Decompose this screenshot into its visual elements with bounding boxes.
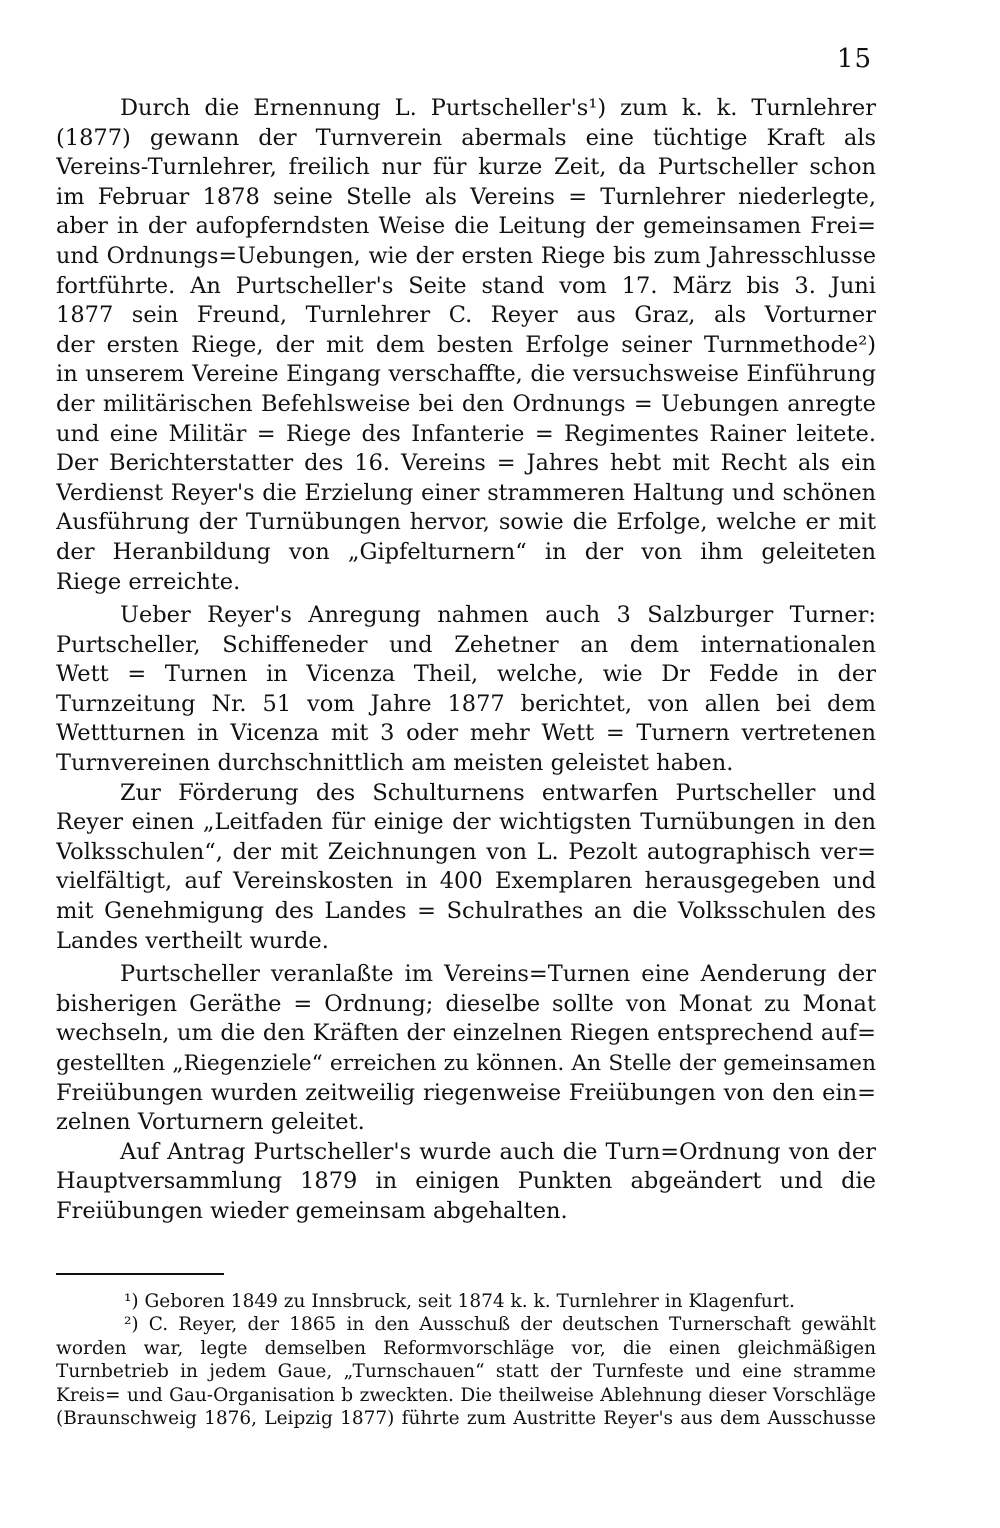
text-line: Der Berichterstatter des 16. Vereins = Jahres hebt mit Recht als ein: [56, 450, 876, 477]
text-line: Wett = Turnen in Vicenza Theil, welche, wie Dr Fedde in der: [56, 661, 876, 688]
text-line: (1877) gewann der Turnverein abermals eine tüchtige Kraft als: [56, 124, 876, 151]
text-line: fortführte. An Purtscheller's Seite stand vom 17. März bis 3. Juni: [56, 272, 876, 299]
body-text: [56, 94, 876, 1227]
text-line: Landes vertheilt wurde.: [56, 927, 329, 954]
text-line: Ausführung der Turnübungen hervor, sowie die Erfolge, welche er mit: [56, 509, 876, 536]
text-line: aber in der aufopferndsten Weise die Leitung der gemeinsamen Frei=: [56, 213, 876, 240]
text-line: Auf Antrag Purtscheller's wurde auch die Turn=Ordnung von der: [120, 1138, 876, 1165]
paragraph: [56, 960, 876, 1138]
text-line: zelnen Vorturnern geleitet.: [56, 1109, 365, 1136]
text-line: Volksschulen“, der mit Zeichnungen von L. Pezolt autographisch ver=: [56, 838, 876, 865]
footnote-line: worden war, legte demselben Reformvorschläge vor, die einen gleichmäßigen: [56, 1337, 876, 1359]
text-line: mit Genehmigung des Landes = Schulrathes an die Volksschulen des: [56, 898, 876, 925]
footnote-line: ²) C. Reyer, der 1865 in den Ausschuß der deutschen Turnerschaft gewählt: [124, 1314, 876, 1336]
text-line: Verdienst Reyer's die Erzielung einer strammeren Haltung und schönen: [56, 479, 876, 506]
text-line: Zur Förderung des Schulturnens entwarfen Purtscheller und: [120, 779, 876, 806]
paragraph: [56, 601, 876, 779]
footnote-line: (Braunschweig 1876, Leipzig 1877) führte zum Austritte Reyer's aus dem Ausschusse: [56, 1407, 876, 1429]
text-line: der ersten Riege, der mit dem besten Erfolge seiner Turnmethode²): [56, 331, 876, 358]
text-line: Reyer einen „Leitfaden für einige der wichtigsten Turnübungen in den: [56, 809, 876, 836]
page-number: 15: [836, 44, 872, 74]
text-line: Purtscheller veranlaßte im Vereins=Turnen eine Aenderung der: [120, 961, 876, 988]
text-line: Turnvereinen durchschnittlich am meisten geleistet haben.: [56, 750, 734, 777]
text-line: 1877 sein Freund, Turnlehrer C. Reyer aus Graz, als Vorturner: [56, 302, 876, 329]
text-line: Turnzeitung Nr. 51 vom Jahre 1877 berichtet, von allen bei dem: [56, 690, 876, 717]
text-line: und Ordnungs=Uebungen, wie der ersten Riege bis zum Jahresschlusse: [56, 242, 876, 269]
footnote-divider: [56, 1273, 224, 1275]
text-line: bisherigen Geräthe = Ordnung; dieselbe sollte von Monat zu Monat: [56, 990, 876, 1017]
paragraph: [56, 779, 876, 957]
footnotes: [56, 1290, 876, 1430]
text-line: im Februar 1878 seine Stelle als Vereins = Turnlehrer niederlegte,: [56, 183, 876, 210]
text-line: Hauptversammlung 1879 in einigen Punkten abgeändert und die: [56, 1168, 876, 1195]
text-line: der Heranbildung von „Gipfelturnern“ in der von ihm geleiteten: [56, 538, 876, 565]
text-line: wechseln, um die den Kräften der einzelnen Riegen entsprechend auf=: [56, 1020, 876, 1047]
footnote-line: Kreis= und Gau-Organisation b zweckten. Die theilweise Ablehnung dieser Vorschläge: [56, 1384, 876, 1406]
text-line: gestellten „Riegenziele“ erreichen zu können. An Stelle der gemeinsamen: [56, 1051, 876, 1076]
footnote-line: ¹) Geboren 1849 zu Innsbruck, seit 1874 k. k. Turnlehrer in Klagenfurt.: [124, 1291, 795, 1312]
text-line: Ueber Reyer's Anregung nahmen auch 3 Salzburger Turner:: [120, 602, 876, 629]
footnote: [56, 1290, 876, 1313]
text-line: Vereins-Turnlehrer, freilich nur für kurze Zeit, da Purtscheller schon: [56, 154, 876, 181]
text-line: und eine Militär = Riege des Infanterie = Regimentes Rainer leitete.: [56, 420, 876, 447]
footnote: [56, 1313, 876, 1430]
text-line: Purtscheller, Schiffeneder und Zehetner an dem internationalen: [56, 631, 876, 658]
text-line: in unserem Vereine Eingang verschaffte, die versuchsweise Einführung: [56, 361, 876, 388]
text-line: Wettturnen in Vicenza mit 3 oder mehr Wett = Turnern vertretenen: [56, 720, 876, 747]
text-line: der militärischen Befehlsweise bei den Ordnungs = Uebungen anregte: [56, 390, 876, 417]
paragraph: [56, 1138, 876, 1227]
paragraph: [56, 94, 876, 597]
text-line: vielfältigt, auf Vereinskosten in 400 Exemplaren herausgegeben und: [56, 868, 876, 895]
text-line: Freiübungen wurden zeitweilig riegenweise Freiübungen von den ein=: [56, 1079, 876, 1106]
text-line: Riege erreichte.: [56, 568, 241, 595]
footnote-line: Turnbetrieb in jedem Gaue, „Turnschauen“ statt der Turnfeste und eine stramme: [56, 1361, 876, 1383]
text-line: Durch die Ernennung L. Purtscheller's¹) zum k. k. Turnlehrer: [120, 95, 876, 121]
text-line: Freiübungen wieder gemeinsam abgehalten.: [56, 1197, 568, 1224]
